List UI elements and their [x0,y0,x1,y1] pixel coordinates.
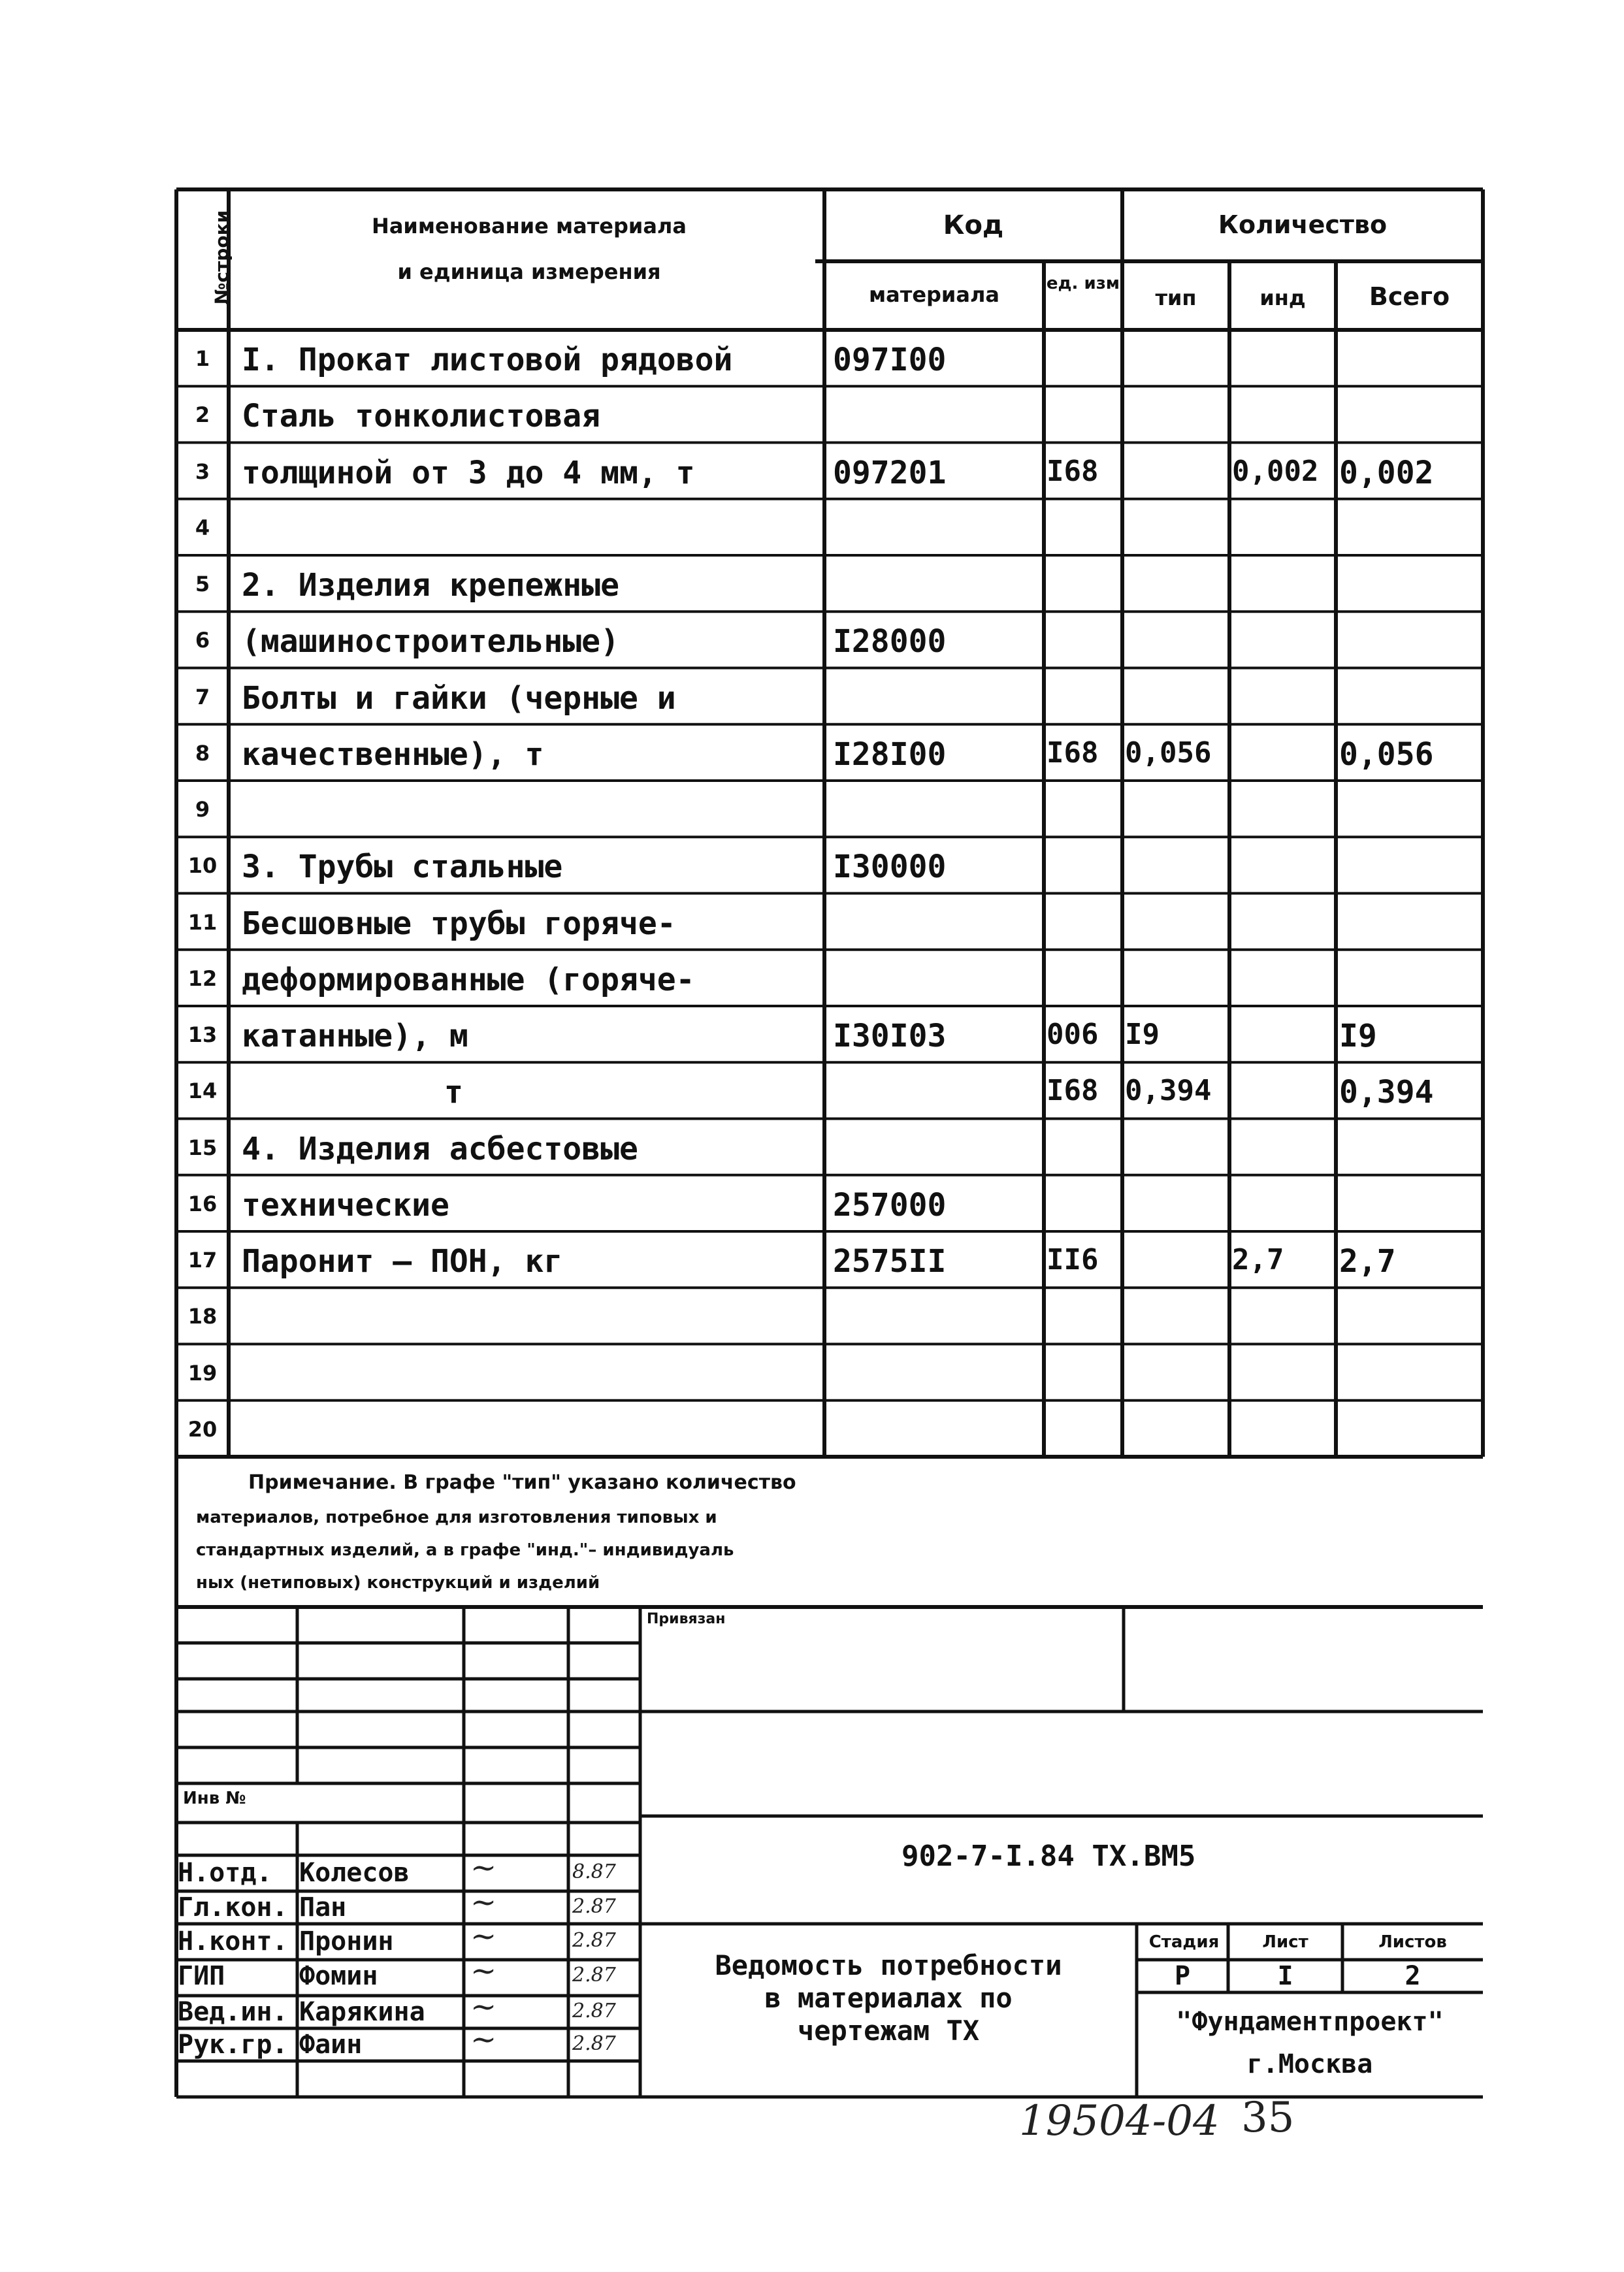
material-name: деформированные (горяче- [242,961,695,998]
name-header-line2: и единица измерения [397,259,661,284]
row-number: 1 [195,346,210,371]
row-number: 20 [187,1416,218,1442]
row-number: 10 [187,853,218,879]
signature-mark: ~ [470,1953,497,1989]
signer-name: Карякина [299,1997,425,2027]
code-header: Код [943,210,1004,240]
qty-header: Количество [1218,210,1388,239]
stage-label: Стадия [1148,1932,1220,1952]
document-code: 902-7-I.84 ТХ.ВМ5 [901,1840,1196,1873]
signer-role: Гл.кон. [178,1892,288,1923]
row-number: 4 [195,515,210,540]
signer-name: Фаин [299,2030,363,2060]
name-header-line1: Наименование материала [372,214,687,238]
material-code: 097201 [833,454,947,491]
sheets-label: Листов [1378,1932,1447,1952]
unit-code: I68 [1047,454,1099,488]
signer-date: 2.87 [572,1964,616,1987]
signer-date: 2.87 [572,2032,616,2055]
inventory-number-label: Инв № [183,1789,246,1808]
signer-date: 2.87 [572,1929,616,1952]
material-name: Болты и гайки (черные и [242,679,676,717]
qty-individual: 0,002 [1232,454,1319,488]
signer-name: Фомин [299,1961,378,1991]
qty-ind-header: инд [1259,285,1306,310]
row-number: 13 [187,1022,218,1047]
qty-total: 2,7 [1339,1243,1396,1280]
qty-type: 0,394 [1125,1074,1212,1108]
note-line-2: материалов, потребное для изготовления типовых и [196,1508,717,1527]
archive-number: 19504-04 [1019,2097,1220,2145]
note-line-4: ных (нетиповых) конструкций и изделий [196,1573,600,1593]
unit-code: I68 [1047,1074,1099,1108]
row-number: 3 [195,459,210,484]
note-line-1: Примечание. В графе "тип" указано количество [248,1471,796,1494]
material-name: качественные), т [242,736,544,773]
material-code: 257000 [833,1186,947,1224]
document-title-line2: в материалах по [764,1982,1013,2014]
material-name: Бесшовные трубы горяче- [242,905,676,942]
row-number: 11 [187,909,218,935]
document-title-line3: чертежам ТХ [797,2015,980,2047]
signer-role: Рук.гр. [178,2030,288,2060]
qty-total: 0,002 [1339,454,1434,491]
qty-type: I9 [1125,1018,1160,1051]
signer-role: Н.конт. [178,1926,288,1956]
material-code: I30I03 [833,1018,947,1054]
signature-mark: ~ [470,1884,497,1921]
signer-role: Н.отд. [178,1858,272,1888]
material-code: I28000 [833,623,947,660]
signer-name: Пронин [299,1926,394,1956]
row-number: 8 [195,740,210,766]
privyazan-label: Привязан [647,1611,726,1627]
material-name: (машиностроительные) [242,623,619,660]
signer-name: Пан [299,1892,347,1923]
qty-total: I9 [1339,1018,1377,1054]
material-code: 2575II [833,1243,947,1280]
material-name: I. Прокат листовой рядовой [242,342,733,378]
unit-code: II6 [1047,1243,1099,1276]
signature-mark: ~ [470,2021,497,2058]
qty-type-header: тип [1155,285,1197,310]
code-material-header: материала [869,282,999,307]
page-number: 35 [1241,2094,1295,2142]
material-name: Сталь тонколистовая [242,398,601,435]
row-number: 17 [187,1248,218,1273]
row-number: 15 [187,1135,218,1160]
signature-mark: ~ [470,1988,497,2025]
row-number: 19 [187,1360,218,1386]
row-number-header: №строки [211,210,233,305]
sheet-label: Лист [1262,1932,1308,1952]
note-line-3: стандартных изделий, а в графе "инд."– индивидуаль [196,1540,734,1560]
material-code: 097I00 [833,342,947,378]
material-name: катанные), м [242,1018,468,1054]
row-number: 18 [187,1304,218,1329]
signer-date: 2.87 [572,1895,616,1918]
material-name: Паронит – ПОН, кг [242,1243,563,1280]
material-name: толщиной от 3 до 4 мм, т [242,454,695,491]
signature-mark: ~ [470,1918,497,1955]
sheet-value: I [1277,1961,1293,1991]
row-number: 16 [187,1191,218,1216]
unit-code: I68 [1047,736,1099,770]
material-name: 4. Изделия асбестовые [242,1130,638,1167]
material-code: I30000 [833,849,947,886]
qty-total: 0,056 [1339,736,1434,773]
code-unit-header: ед. изм [1046,274,1120,293]
material-name: технические [242,1186,449,1224]
unit-code: 006 [1047,1018,1099,1051]
signer-date: 2.87 [572,2000,616,2022]
row-number: 9 [195,797,210,822]
row-number: 6 [195,628,210,653]
signer-name: Колесов [299,1858,410,1888]
row-number: 7 [195,684,210,709]
row-number: 2 [195,402,210,428]
material-name: 2. Изделия крепежные [242,567,619,604]
sheets-value: 2 [1405,1961,1421,1991]
organization-name: "Фундаментпроект" [1176,2007,1444,2037]
stage-value: Р [1174,1961,1191,1991]
signer-role: Вед.ин. [178,1997,288,2027]
signature-mark: ~ [470,1849,497,1886]
qty-individual: 2,7 [1232,1243,1284,1276]
organization-city: г.Москва [1246,2049,1373,2079]
signer-role: ГИП [178,1961,225,1991]
material-name: т [444,1074,463,1111]
row-number: 5 [195,572,210,596]
row-number: 12 [187,966,218,991]
signer-date: 8.87 [572,1860,616,1883]
qty-total-header: Всего [1369,282,1450,311]
document-title-line1: Ведомость потребности [715,1949,1062,1981]
qty-total: 0,394 [1339,1074,1434,1111]
material-name: 3. Трубы стальные [242,849,563,886]
material-code: I28I00 [833,736,947,773]
qty-type: 0,056 [1125,736,1212,770]
row-number: 14 [187,1079,218,1104]
